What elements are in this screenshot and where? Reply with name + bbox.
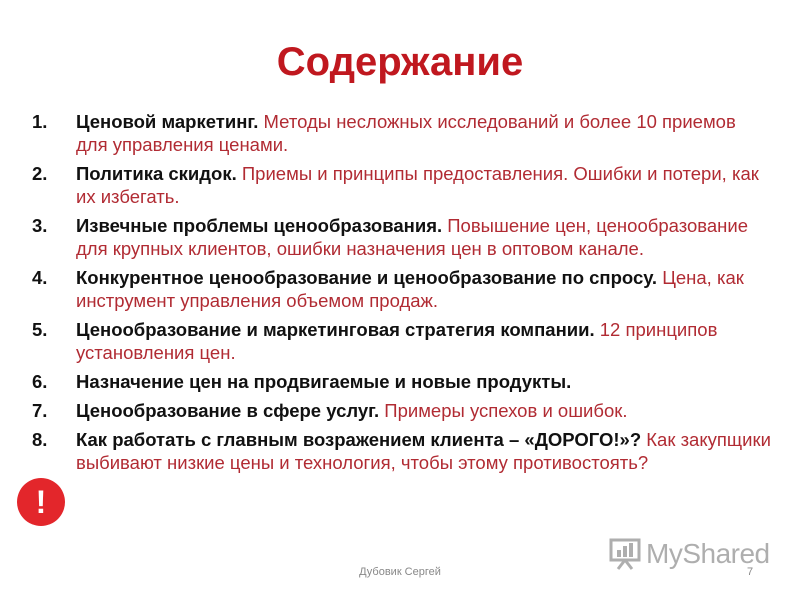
item-heading: Как работать с главным возражением клиента – «ДОРОГО!»?	[76, 429, 642, 450]
item-text	[76, 399, 772, 422]
item-heading: Ценообразование в сфере услуг.	[76, 400, 380, 421]
list-item	[32, 428, 772, 474]
item-description: 12 принципов установления цен.	[76, 319, 718, 363]
item-text	[76, 428, 772, 474]
item-number: 8.	[32, 429, 48, 450]
list-item	[32, 318, 772, 364]
item-description: Методы несложных исследований и более 10 приемов для управления ценами.	[76, 111, 736, 155]
list-item	[32, 162, 772, 208]
contents-list	[32, 110, 772, 480]
item-number: 4.	[32, 267, 48, 288]
item-number: 7.	[32, 400, 48, 421]
item-heading: Извечные проблемы ценообразования.	[76, 215, 443, 236]
list-item	[32, 370, 772, 393]
item-text	[76, 214, 772, 260]
item-number: 3.	[32, 215, 48, 236]
item-heading: Ценообразование и маркетинговая стратегия компании.	[76, 319, 595, 340]
item-text	[76, 110, 772, 156]
item-number: 1.	[32, 111, 48, 132]
item-description: Цена, как инструмент управления объемом продаж.	[76, 267, 744, 311]
item-heading: Конкурентное ценообразование и ценообразование по спросу.	[76, 267, 658, 288]
list-item	[32, 266, 772, 312]
item-description: Приемы и принципы предоставления. Ошибки и потери, как их избегать.	[76, 163, 759, 207]
item-heading: Ценовой маркетинг.	[76, 111, 259, 132]
item-description: Повышение цен, ценообразование для крупных клиентов, ошибки назначения цен в оптовом канале.	[76, 215, 749, 259]
list-item	[32, 399, 772, 422]
item-description: Как закупщики выбивают низкие цены и технология, чтобы этому противостоять?	[76, 429, 771, 473]
footer-author: Дубовик Сергей	[359, 566, 441, 578]
item-heading: Политика скидок.	[76, 163, 237, 184]
item-number: 6.	[32, 371, 48, 392]
item-text	[76, 370, 772, 393]
item-text	[76, 318, 772, 364]
item-text	[76, 266, 772, 312]
item-description: Примеры успехов и ошибок.	[379, 400, 628, 421]
list-item	[32, 214, 772, 260]
item-number: 5.	[32, 319, 48, 340]
item-heading: Назначение цен на продвигаемые и новые продукты.	[76, 371, 572, 392]
list-item	[32, 110, 772, 156]
item-number: 2.	[32, 163, 48, 184]
watermark-text: MyShared	[646, 538, 770, 569]
exclamation-icon: !	[17, 478, 65, 526]
item-text	[76, 162, 772, 208]
page-number: 7	[746, 566, 754, 578]
slide-title: Содержание	[276, 40, 524, 84]
